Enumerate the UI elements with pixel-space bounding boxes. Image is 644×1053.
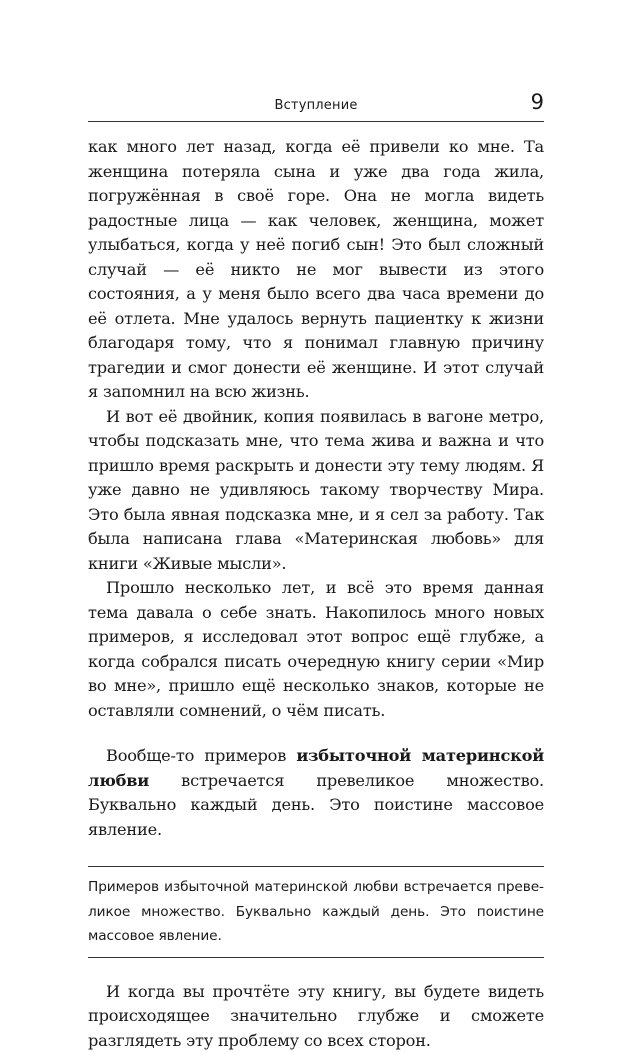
paragraph-1: как много лет назад, когда её привели ко мне. Та женщина потеряла сына и уже два года жила, погружённая в своё горе. Она не могла видеть радостные лица — как человек, женщина, может улыбаться, когда у неё погиб сын! Это был сложный случай — её никто не мог вывести из этого состояния, а у меня было всего два часа времени до её отлета. Мне удалось вернуть пациентку к жизни благодаря тому, что я понимал главную причину трагедии и смог донести её женщине. И этот случай я запомнил на всю жизнь. [88,135,544,405]
header-rule [88,121,544,122]
running-title: Вступление [88,98,544,113]
paragraph-5: И когда вы прочтёте эту книгу, вы будете видеть происходящее значительно глубже и сможете разглядеть эту проблему со всех сторон. [88,980,544,1053]
paragraph-4 [88,744,544,842]
pull-quote [88,866,544,958]
page-header [88,90,544,120]
paragraph-2: И вот её двойник, копия появилась в вагоне метро, чтобы подсказать мне, что тема жива и важна и что пришло время раскрыть и донести эту тему людям. Я уже давно не удивляюсь такому творчеству Мира. Это была явная подсказка мне, и я сел за работу. Так была написана глава «Материнская любовь» для книги «Живые мысли». [88,405,544,577]
pull-quote-text: Примеров избыточной материнской любви встречается превеликое множество. Буквально каждый день. Это поистине массовое явление. [88,875,544,949]
paragraph-4-emphasis: избыточной материнской любви [88,746,544,790]
body-text [88,135,544,1053]
paragraph-3: Прошло несколько лет, и всё это время данная тема давала о себе знать. Накопилось много новых примеров, я исследовал этот вопрос ещё глубже, а когда собрался писать очередную книгу серии «Мир во мне», пришло ещё несколько знаков, которые не оставляли сомнений, о чём писать. [88,576,544,723]
page-number: 9 [531,90,544,114]
paragraph-4-start: Вообще-то примеров [106,746,296,765]
paragraph-4-end: встречается превеликое множество. Буквально каждый день. Это поистине массовое явление. [88,771,544,839]
